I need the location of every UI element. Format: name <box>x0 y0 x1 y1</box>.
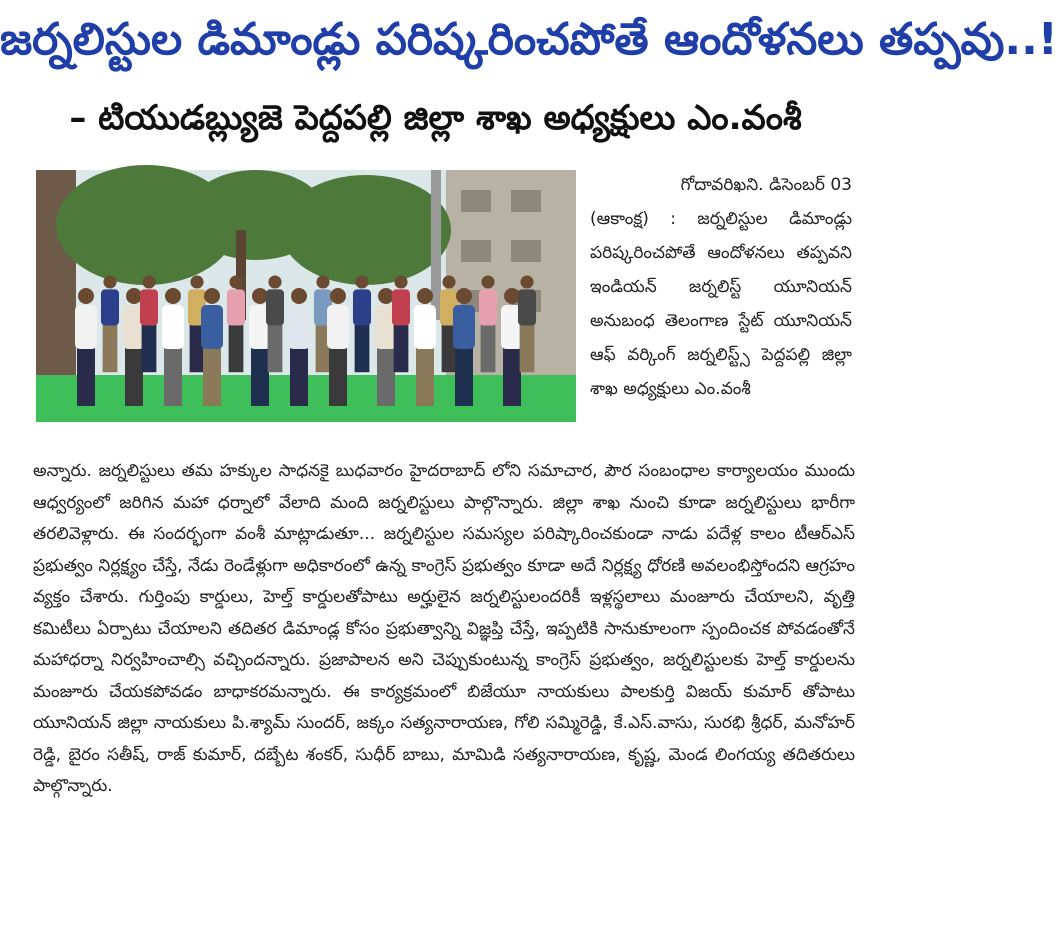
subheadline: – టియుడబ్ల్యుజె పెద్దపల్లి జిల్లా శాఖ అధ్యక్షులు ఎం.వంశీ <box>69 98 802 138</box>
person-figure <box>288 288 310 406</box>
person-figure <box>518 275 536 372</box>
person-figure <box>266 275 284 372</box>
person-figure <box>201 288 223 406</box>
article-body <box>33 456 855 803</box>
person-figure <box>353 275 371 372</box>
article-lead: (ఆకాంక్ష) : జర్నలిస్టుల డిమాండ్లు పరిష్కరించపోతే ఆందోళనలు తప్పవని ఇండియన్ జర్నలిస్ట్ యూనియన్ అనుబంధ తెలంగాణ స్టేట్ యూనియన్ ఆఫ్ వర్కింగ్ జర్నలిస్ట్స్ పెద్దపల్లి జిల్లా శాఖ అధ్యక్షులు ఎం.వంశీ <box>590 209 852 399</box>
article-body-text: అన్నారు. జర్నలిస్టులు తమ హక్కుల సాధనకై బుధవారం హైదరాబాద్ లోని సమాచార, పౌర సంబంధాల కార్యాలయం ముందు ఆధ్వర్యంలో జరిగిన మహా ధర్నాలో వేలాది మంది జర్నలిస్టులు పాల్గొన్నారు. జిల్లా శాఖ నుంచి కూడా జర్నలిస్టులు భారీగా తరలివెళ్లారు. ఈ సందర్భంగా వంశీ మాట్లాడుతూ... జర్నలిస్టుల సమస్యల పరిష్కారించకుండా నాడు పదేళ్ల కాలం టీఆర్ఎస్ ప్రభుత్వం నిర్లక్ష్యం చేస్తే, నేడు రెండేళ్లుగా అధికారంలో ఉన్న కాంగ్రెస్ ప్రభుత్వం కూడా అదే నిర్లక్ష్య ధోరణి అవలంభిస్తోందని ఆగ్రహం వ్యక్తం చేశారు. గుర్తింపు కార్డులు, హెల్త్ కార్డులతోపాటు అర్హులైన జర్నలిస్టులందరికీ ఇళ్లస్థలాలు మంజూరు చేయాలని, వృత్తి కమిటీలు ఏర్పాటు చేయాలని తదితర డిమాండ్ల కోసం ప్రభుత్వాన్ని విజ్ఞప్తి చేస్తే, ఇప్పటికి సానుకూలంగా స్పందించక పోవడంతోనే మహాధర్నా నిర్వహించాల్సి వచ్చిందన్నారు. ప్రజాపాలన అని చెప్పుకుంటున్న కాంగ్రెస్ ప్రభుత్వం, జర్నలిస్టులకు హెల్త్ కార్డులను మంజూరు చేయకపోవడం బాధాకరమన్నారు. ఈ కార్యక్రమంలో బిజేయూ నాయకులు పాలకుర్తి విజయ్ కుమార్ తోపాటు యూనియన్ జిల్లా నాయకులు పి.శ్యామ్ సుందర్, జక్కం సత్యనారాయణ, గోలి సమ్మిరెడ్డి, కే.ఎస్.వాసు, సురభి శ్రీధర్, మనోహర్ రెడ్డి, బైరం సతీష్, రాజ్ కుమార్, దబ్బేట శంకర్, సుధీర్ బాబు, మామిడి సత్యనారాయణ, కృష్ణ, మెండ లింగయ్య తదితరులు పాల్గొన్నారు. <box>33 461 855 796</box>
person-figure <box>453 288 475 406</box>
person-figure <box>479 275 497 372</box>
person-figure <box>392 275 410 372</box>
headline: జర్నలిస్టుల డిమాండ్లు పరిష్కరించపోతే ఆందోళనలు తప్పవు..! <box>0 14 1058 65</box>
person-figure <box>75 288 97 406</box>
article-intro-column <box>590 168 852 406</box>
person-figure <box>162 288 184 406</box>
person-figure <box>101 275 119 372</box>
person-figure <box>327 288 349 406</box>
person-figure <box>414 288 436 406</box>
person-figure <box>227 275 245 372</box>
person-figure <box>140 275 158 372</box>
protest-photo-illustration <box>36 170 576 422</box>
dateline: గోదావరిఖని. డిసెంబర్ 03 <box>680 175 852 195</box>
news-photo <box>36 170 576 422</box>
